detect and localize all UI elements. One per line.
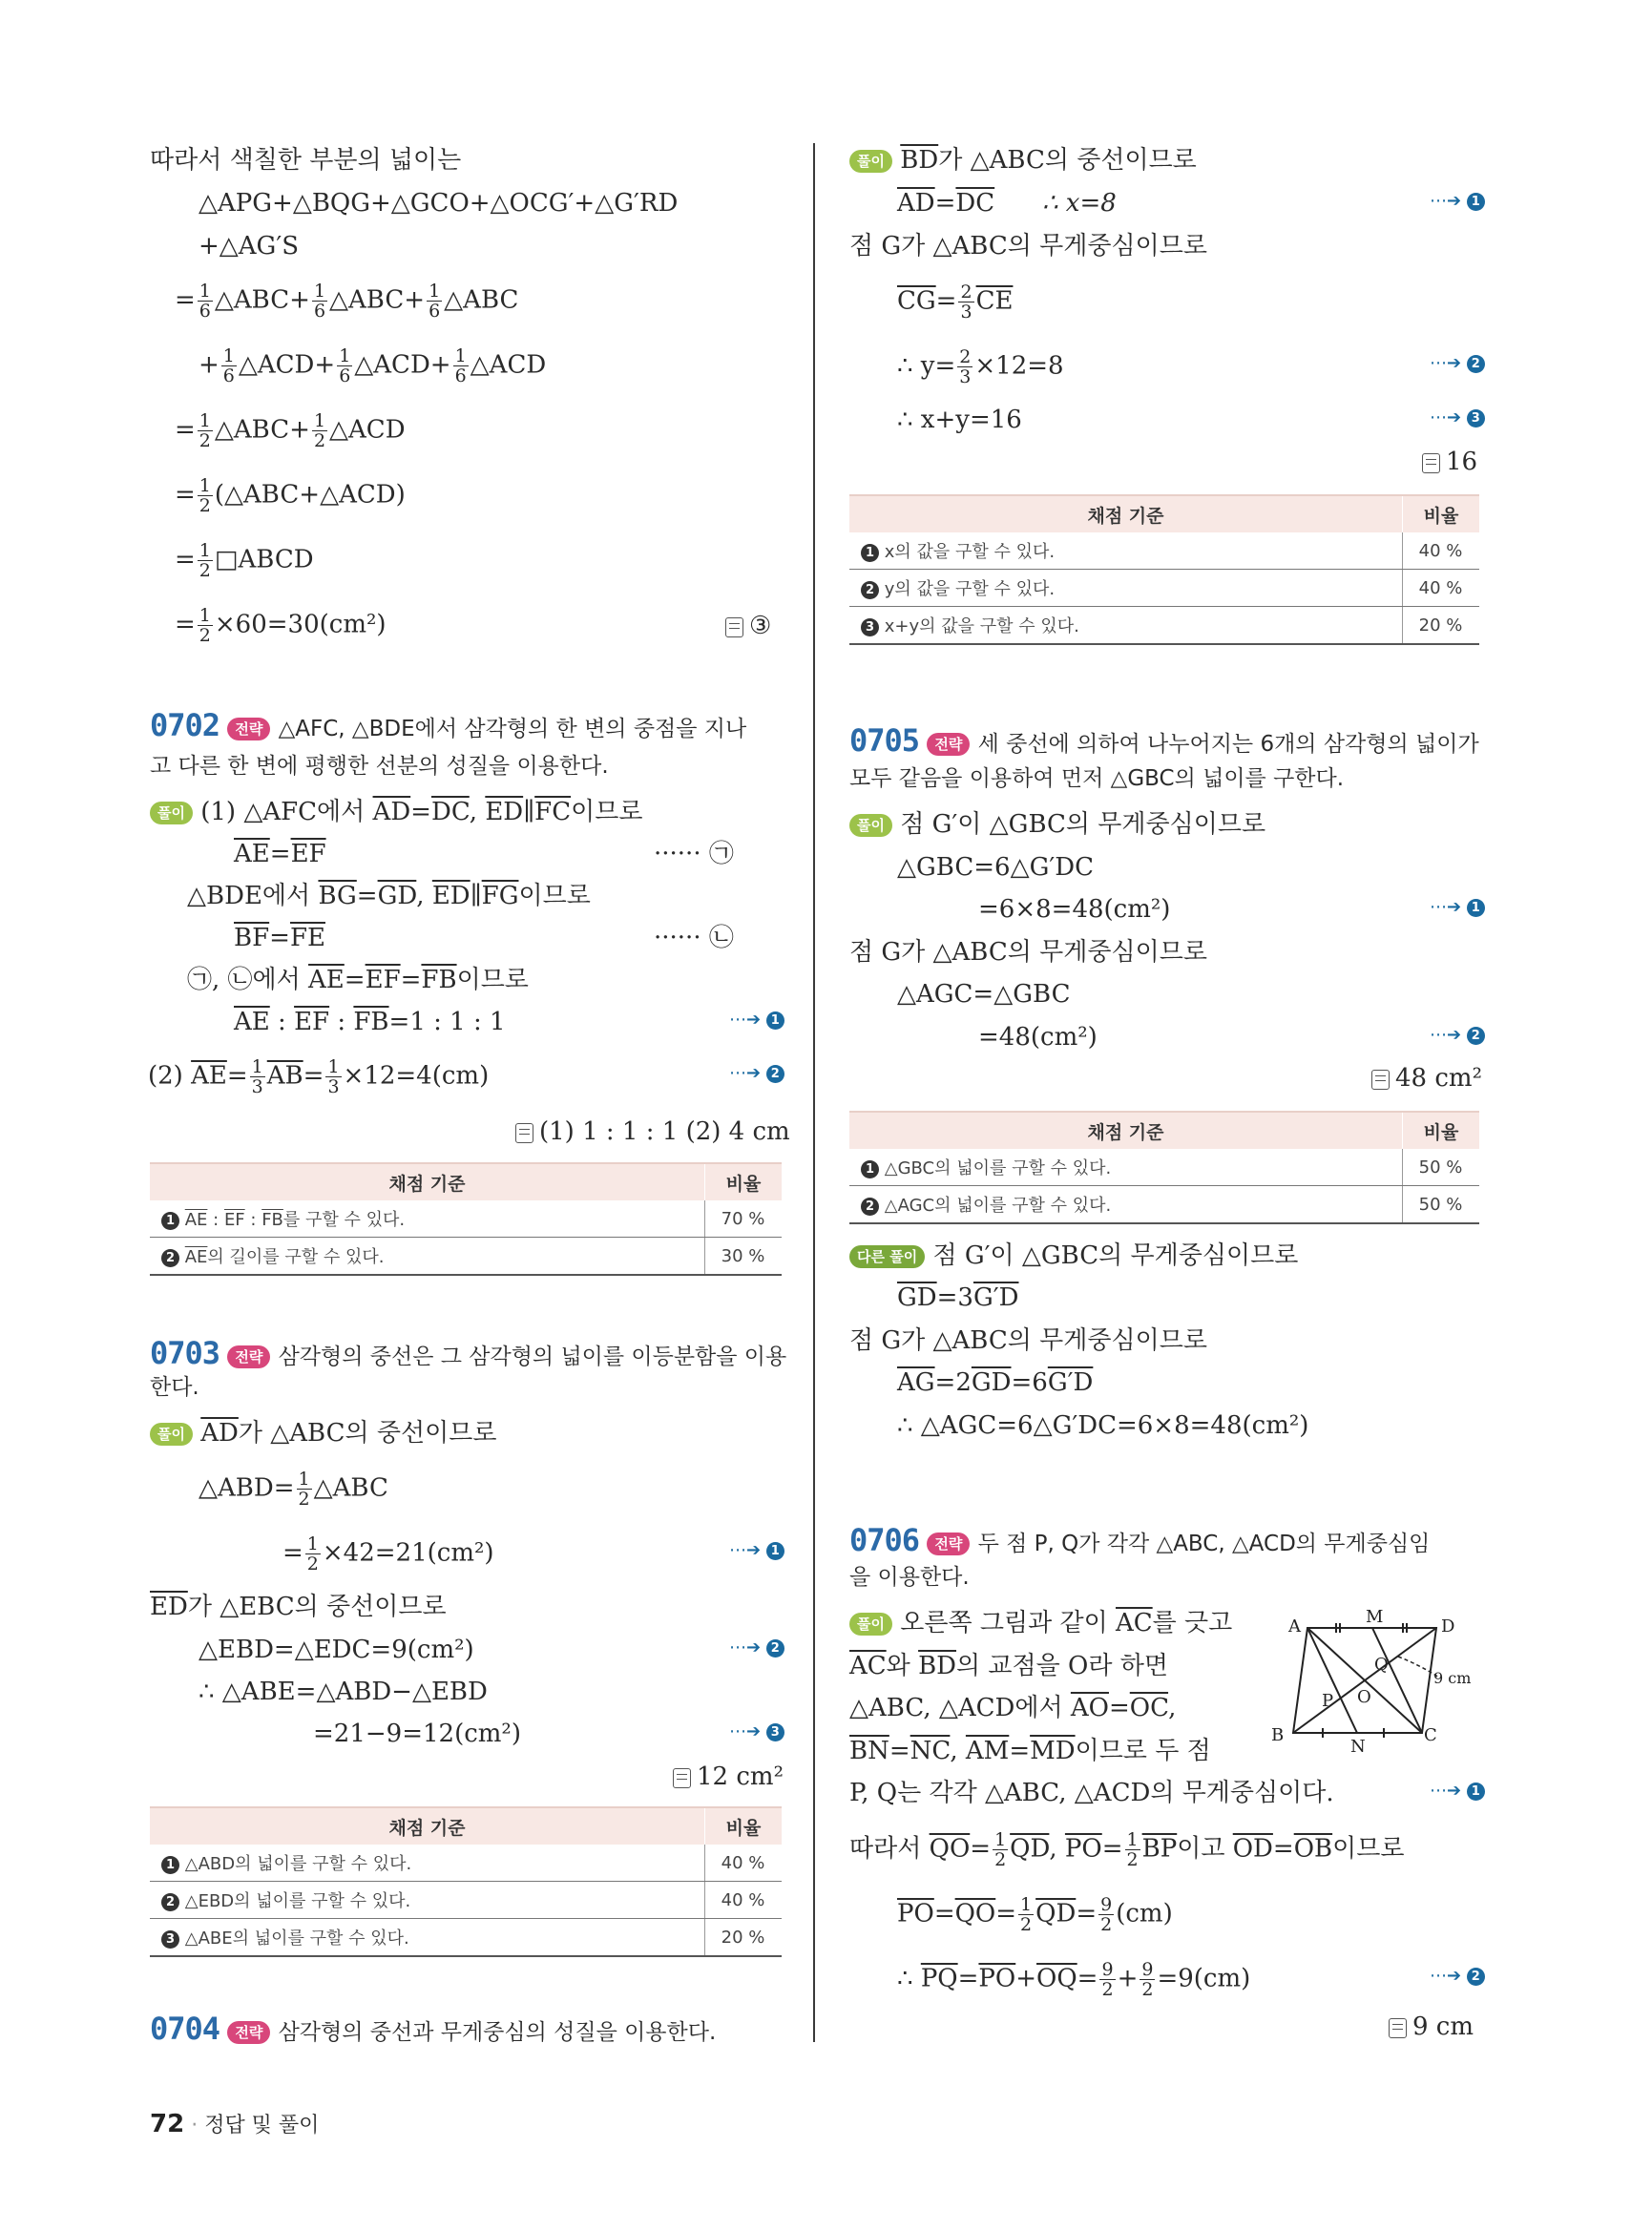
label-A: A xyxy=(1288,1616,1301,1637)
problem-0706-header: 0706 전략 두 점 P, Q가 각각 △ABC, △ACD의 무게중심임 xyxy=(849,1522,1431,1558)
strategy-tag: 전략 xyxy=(927,733,970,756)
answer-0705: 48 cm² xyxy=(1371,1063,1482,1094)
alt-solution-tag: 다른 풀이 xyxy=(849,1245,925,1268)
strategy-tag: 전략 xyxy=(927,1533,970,1555)
sol-0704-line1: 풀이 $\overline{BD}$가 △ABC의 중선이므로 xyxy=(849,145,1197,176)
table-row: 2 △EBD의 넓이를 구할 수 있다. 40 % xyxy=(150,1882,782,1919)
label-M: M xyxy=(1366,1609,1384,1627)
sol-0706-line3: △ABC, △ACD에서 $\overline{AO}=\overline{OC}$, xyxy=(849,1694,1177,1722)
sol-0704-line2: $\overline{AD}=\overline{DC}$ xyxy=(897,189,995,218)
problem-0705-header: 0705 전략 세 중선에 의하여 나누어지는 6개의 삼각형의 넓이가 xyxy=(849,722,1479,759)
calc-line6: = $\frac{1}{2}$ ×60=30(cm²) xyxy=(175,605,387,646)
label-P: P xyxy=(1322,1691,1334,1711)
step-1-marker: ⋯➔ 1 xyxy=(729,1010,784,1030)
answer-0704: 16 xyxy=(1422,447,1477,477)
label-C: C xyxy=(1424,1725,1437,1745)
table-row: 2 $\overline{AE}$의 길이를 구할 수 있다. 30 % xyxy=(150,1238,782,1276)
step-2-marker: ⋯➔ 2 xyxy=(729,1637,784,1658)
alt-0705-line1: 다른 풀이 점 G′이 △GBC의 무게중심이므로 xyxy=(849,1241,1298,1271)
grading-table-0704: 채점 기준 비율 1 x의 값을 구할 수 있다. 40 % 2 y의 값을 구할 수 있다. 40 % 3 x+y의 값을 구할 수 있다. 20 % xyxy=(849,494,1479,645)
table-row: 2 y의 값을 구할 수 있다. 40 % xyxy=(849,570,1479,607)
grading-table-0702: 채점 기준 비율 1 $\overline{AE}$ : $\overline{EF}$ : $\overline{FB}$를 구할 수 있다. 70 % 2 $\overline{AE}$의 길이를 구할 수 있다. 30 % xyxy=(150,1162,782,1276)
answer-icon xyxy=(725,617,743,637)
step-1-marker: ⋯➔ 1 xyxy=(1430,1781,1485,1801)
sol-0706-line8: ∴ $\overline{PQ}=\overline{PO}+\overline{OQ}=$ $\frac{9}{2}$ + $\frac{9}{2}$ =9(cm) xyxy=(897,1959,1251,2000)
step-2-marker: ⋯➔ 2 xyxy=(1430,353,1485,373)
strategy-tag: 전략 xyxy=(227,1345,270,1368)
column-divider xyxy=(813,143,815,2042)
strategy-0702-line2: 고 다른 한 변에 평행한 선분의 성질을 이용한다. xyxy=(150,754,609,779)
label-N: N xyxy=(1350,1737,1366,1752)
sol-0702-line1: 풀이 (1) △AFC에서 $\overline{AD}=\overline{DC}$, $\overline{ED}\parallel\overline{FC}$이므로 xyxy=(150,797,642,827)
strategy-tag: 전략 xyxy=(227,718,270,740)
sol-0706-line1: 풀이 오른쪽 그림과 같이 $\overline{AC}$를 긋고 xyxy=(849,1608,1232,1638)
calc-line3: = $\frac{1}{2}$ △ABC+ $\frac{1}{2}$ △ACD xyxy=(175,410,406,451)
answer-0703: 12 cm² xyxy=(673,1762,784,1792)
page-number: 72 xyxy=(150,2110,185,2138)
mark-2: ······ ㉡ xyxy=(654,924,734,952)
sol-0705-line4: 점 G가 △ABC의 무게중심이므로 xyxy=(849,938,1207,967)
page-footer: 72 · 정답 및 풀이 xyxy=(150,2110,320,2138)
answer-icon xyxy=(1371,1070,1390,1090)
sol-0704-line4: $\overline{CG}=$ $\frac{2}{3}$ $\overline{CE}$ xyxy=(897,281,1014,323)
sol-0706-line4: $\overline{BN}=\overline{NC}$, $\overline{AM}=\overline{MD}$이므로 두 점 xyxy=(849,1737,1211,1765)
answer-0701: ③ xyxy=(725,611,771,641)
table-row: 1 $\overline{AE}$ : $\overline{EF}$ : $\overline{FB}$를 구할 수 있다. 70 % xyxy=(150,1200,782,1238)
calc-line5: = $\frac{1}{2}$ □ABCD xyxy=(175,540,314,581)
calc-line4: = $\frac{1}{2}$ (△ABC+△ACD) xyxy=(175,475,406,516)
answer-icon xyxy=(1422,453,1440,473)
answer-icon xyxy=(515,1123,533,1143)
sol-0702-line7: (2) $\overline{AE}=$ $\frac{1}{3}$ $\overline{AB}=$ $\frac{1}{3}$ ×12=4(cm) xyxy=(148,1056,490,1097)
answer-icon xyxy=(1389,2018,1407,2038)
sol-0703-line2: △ABD= $\frac{1}{2}$ △ABC xyxy=(199,1469,388,1510)
sol-0703-line1: 풀이 $\overline{AD}$가 △ABC의 중선이므로 xyxy=(150,1418,496,1449)
step-1-marker: ⋯➔ 1 xyxy=(729,1540,784,1560)
calc-line1: = $\frac{1}{6}$ △ABC+ $\frac{1}{6}$ △ABC+ $\frac{1}{6}$ △ABC xyxy=(175,281,519,322)
sol-0703-line3: = $\frac{1}{2}$ ×42=21(cm²) xyxy=(282,1533,494,1574)
label-B: B xyxy=(1271,1725,1285,1745)
table-row: 2 △AGC의 넓이를 구할 수 있다. 50 % xyxy=(849,1186,1479,1224)
label-O: O xyxy=(1357,1687,1371,1707)
alt-0705-line5: ∴ △AGC=6△G′DC=6×8=48(cm²) xyxy=(897,1411,1309,1440)
sol-0703-line7: =21−9=12(cm²) xyxy=(313,1720,521,1748)
sol-0704-x: ∴ x=8 xyxy=(1042,189,1117,218)
strategy-tag: 전략 xyxy=(227,2021,270,2044)
table-row: 1 △GBC의 넓이를 구할 수 있다. 50 % xyxy=(849,1149,1479,1186)
table-row: 3 x+y의 값을 구할 수 있다. 20 % xyxy=(849,607,1479,645)
solution-tag: 풀이 xyxy=(849,814,892,837)
alt-0705-line2: $\overline{GD}=3G'D$ xyxy=(897,1283,1019,1312)
step-2-marker: ⋯➔ 2 xyxy=(1430,1966,1485,1986)
mark-1: ······ ㉠ xyxy=(654,840,734,868)
sol-0705-line6: =48(cm²) xyxy=(978,1023,1098,1052)
problem-0702-header: 0702 전략 △AFC, △BDE에서 삼각형의 한 변의 중점을 지나 xyxy=(150,707,747,743)
sol-0706-line6: 따라서 $\overline{QO}=$ $\frac{1}{2}$ $\overline{QD}$, $\overline{PO}=$ $\frac{1}{2}$ $\overline{BP}$이고 $\overline{OD}=\overline{OB}$이므로 xyxy=(849,1829,1405,1870)
solution-tag: 풀이 xyxy=(849,150,892,173)
sol-0702-line3: △BDE에서 $\overline{BG}=\overline{GD}$, $\overline{ED}\parallel\overline{FG}$이므로 xyxy=(187,882,591,910)
problem-0703-header: 0703 전략 삼각형의 중선은 그 삼각형의 넓이를 이등분함을 이용 xyxy=(150,1335,787,1371)
step-1-marker: ⋯➔ 1 xyxy=(1430,897,1485,917)
grading-table-0705: 채점 기준 비율 1 △GBC의 넓이를 구할 수 있다. 50 % 2 △AGC의 넓이를 구할 수 있다. 50 % xyxy=(849,1111,1479,1224)
sol-0703-line6: ∴ △ABE=△ABD−△EBD xyxy=(199,1678,488,1706)
sol-0706-line2: $\overline{AC}$와 $\overline{BD}$의 교점을 O라 하면 xyxy=(849,1652,1168,1680)
label-Q: Q xyxy=(1374,1655,1389,1675)
sol-0706-line5: P, Q는 각각 △ABC, △ACD의 무게중심이다. xyxy=(849,1779,1334,1807)
sol-0702-line2: $\overline{AE}=\overline{EF}$ xyxy=(234,840,326,868)
step-3-marker: ⋯➔ 3 xyxy=(729,1721,784,1741)
table-row: 1 x의 값을 구할 수 있다. 40 % xyxy=(849,532,1479,570)
expr-line2: +△AG′S xyxy=(199,232,300,261)
solution-tag: 풀이 xyxy=(150,802,193,824)
answer-0706: 9 cm xyxy=(1389,2012,1474,2042)
strategy-0703-line2: 한다. xyxy=(150,1375,199,1400)
answer-0702: (1) 1 : 1 : 1 (2) 4 cm xyxy=(515,1116,790,1147)
grading-table-0703: 채점 기준 비율 1 △ABD의 넓이를 구할 수 있다. 40 % 2 △EBD의 넓이를 구할 수 있다. 40 % 3 △ABE의 넓이를 구할 수 있다. 20 % xyxy=(150,1806,782,1957)
parallelogram-figure xyxy=(1269,1609,1498,1752)
calc-line2: + $\frac{1}{6}$ △ACD+ $\frac{1}{6}$ △ACD+ $\frac{1}{6}$ △ACD xyxy=(199,345,547,386)
sol-0704-line3: 점 G가 △ABC의 무게중심이므로 xyxy=(849,232,1207,261)
sol-0706-line7: $\overline{PO}=\overline{QO}=$ $\frac{1}{2}$ $\overline{QD}=$ $\frac{9}{2}$ (cm) xyxy=(897,1894,1173,1935)
sol-0702-line4: $\overline{BF}=\overline{FE}$ xyxy=(234,924,325,952)
sol-0705-line5: △AGC=△GBC xyxy=(897,980,1071,1009)
step-2-marker: ⋯➔ 2 xyxy=(1430,1025,1485,1045)
sol-0705-line2: △GBC=6△G′DC xyxy=(897,853,1094,882)
answer-icon xyxy=(673,1768,691,1788)
solution-tag: 풀이 xyxy=(849,1613,892,1636)
alt-0705-line4: $\overline{AG}=2\overline{GD}=6G'D$ xyxy=(897,1368,1094,1397)
sol-0702-line6: $\overline{AE}$ : $\overline{EF}$ : $\overline{FB}=1$ : 1 : 1 xyxy=(234,1008,506,1036)
footer-title: 정답 및 풀이 xyxy=(204,2114,320,2137)
sol-0705-line1: 풀이 점 G′이 △GBC의 무게중심이므로 xyxy=(849,809,1265,840)
label-D: D xyxy=(1441,1616,1455,1637)
intro-text: 따라서 색칠한 부분의 넓이는 xyxy=(150,146,462,175)
strategy-0705-line2: 모두 같음을 이용하여 먼저 △GBC의 넓이를 구한다. xyxy=(849,766,1345,791)
table-row: 3 △ABE의 넓이를 구할 수 있다. 20 % xyxy=(150,1919,782,1957)
strategy-0706-line2: 을 이용한다. xyxy=(849,1565,970,1590)
expr-line1: △APG+△BQG+△GCO+△OCG′+△G′RD xyxy=(199,189,679,218)
sol-0704-line5: ∴ y= $\frac{2}{3}$ ×12=8 xyxy=(897,346,1064,387)
table-row: 1 △ABD의 넓이를 구할 수 있다. 40 % xyxy=(150,1845,782,1882)
alt-0705-line3: 점 G가 △ABC의 무게중심이므로 xyxy=(849,1326,1207,1355)
problem-0704-header: 0704 전략 삼각형의 중선과 무게중심의 성질을 이용한다. xyxy=(150,2011,717,2047)
sol-0705-line3: =6×8=48(cm²) xyxy=(978,895,1171,924)
solution-tag: 풀이 xyxy=(150,1423,193,1446)
sol-0703-line5: △EBD=△EDC=9(cm²) xyxy=(199,1636,474,1664)
sol-0703-line4: $\overline{ED}$가 △EBC의 중선이므로 xyxy=(150,1593,447,1621)
step-2-marker: ⋯➔ 2 xyxy=(729,1063,784,1083)
step-3-marker: ⋯➔ 3 xyxy=(1430,407,1485,427)
step-1-marker: ⋯➔ 1 xyxy=(1430,191,1485,211)
label-length: 9 cm xyxy=(1433,1669,1472,1687)
sol-0702-line5: ㉠, ㉡에서 $\overline{AE}=\overline{EF}=\overline{FB}$이므로 xyxy=(187,966,529,994)
sol-0704-line6: ∴ x+y=16 xyxy=(897,406,1022,434)
